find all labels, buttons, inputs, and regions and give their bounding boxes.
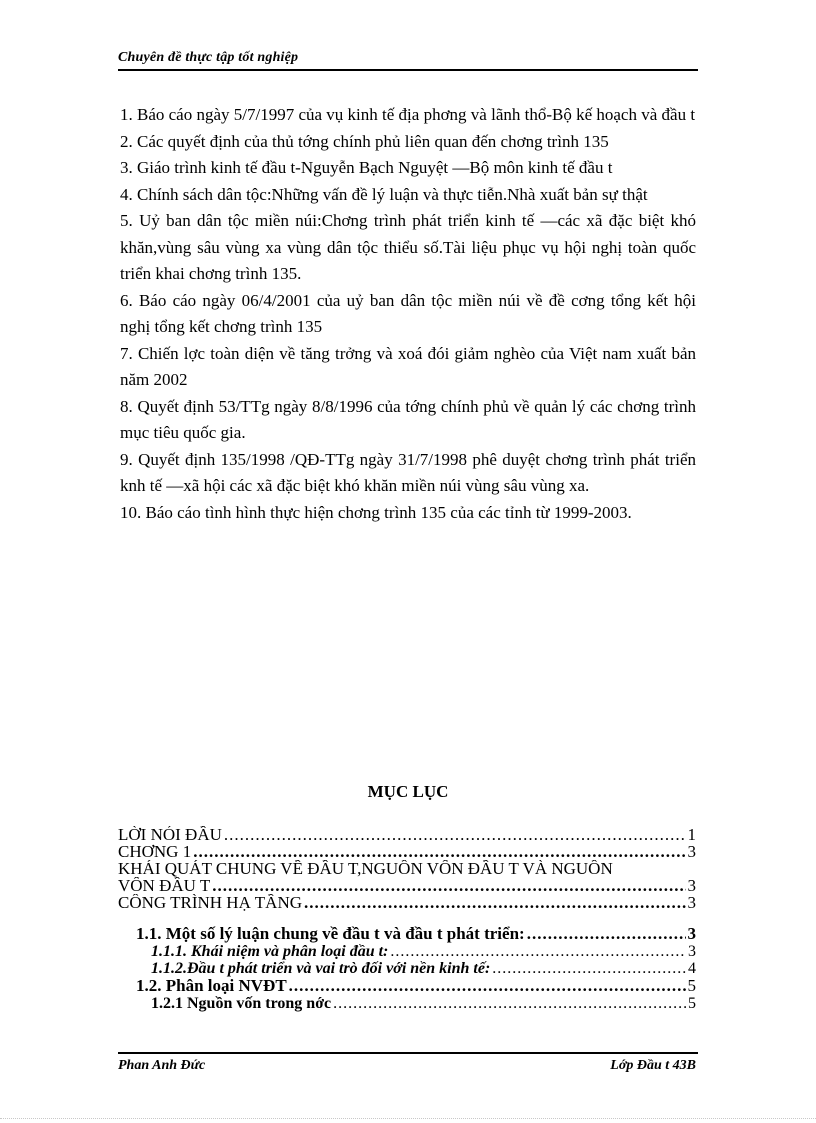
toc-entry-text: CHƠNG 1 <box>118 843 192 860</box>
reference-item: 9. Quyết định 135/1998 /QĐ-TTg ngày 31/7/1998 phê duyệt chơng trình phát triển knh tế —xã hội các xã đặc biệt khó khăn miền núi vùng sâu vùng xa. <box>120 449 696 495</box>
toc-leader-dots <box>333 995 686 1012</box>
reference-list <box>120 102 696 526</box>
header-rule <box>118 69 698 71</box>
reference-item: 10. Báo cáo tình hình thực hiện chơng trình 135 của các tỉnh từ 1999-2003. <box>120 502 632 522</box>
toc-entry-text: CÔNG TRÌNH HẠ TẦNG <box>118 894 303 911</box>
toc-entry-text: VỐN ĐẦU T <box>118 877 211 894</box>
toc-leader-dots <box>304 894 685 911</box>
toc-entry[interactable] <box>118 925 696 943</box>
reference-item: 4. Chính sách dân tộc:Những vấn đề lý luận và thực tiễn.Nhà xuất bản sự thật <box>120 184 648 204</box>
toc-entry-text: LỜI NÓI ĐẦU <box>118 826 222 843</box>
footer-author: Phan Anh Đức <box>118 1058 206 1073</box>
toc-entry-page: 1 <box>687 826 696 843</box>
toc-leader-dots <box>492 960 686 977</box>
toc-leader-dots <box>212 877 685 894</box>
reference-item: 2. Các quyết định của thủ tớng chính phủ liên quan đến chơng trình 135 <box>120 131 609 151</box>
toc-entry-page: 3 <box>687 894 696 911</box>
toc-entry[interactable] <box>118 826 696 843</box>
toc-leader-dots <box>289 977 686 995</box>
toc-entry-page: 4 <box>688 960 696 977</box>
toc-entry[interactable] <box>118 877 696 894</box>
page-edge-divider <box>0 1118 816 1119</box>
table-of-contents <box>118 826 696 1012</box>
page-header-title: Chuyên đề thực tập tốt nghiệp <box>118 50 299 65</box>
reference-item: 8. Quyết định 53/TTg ngày 8/8/1996 của tớng chính phủ về quản lý các chơng trình mục tiêu quốc gia. <box>120 396 696 442</box>
toc-entry[interactable] <box>118 894 696 911</box>
toc-entry-page: 3 <box>687 925 696 943</box>
toc-entry-page: 5 <box>687 977 696 995</box>
toc-leader-dots <box>527 925 686 943</box>
reference-item: 1. Báo cáo ngày 5/7/1997 của vụ kinh tế địa phơng và lãnh thổ-Bộ kế hoạch và đầu t <box>120 105 696 124</box>
toc-entry[interactable] <box>118 960 696 977</box>
toc-entry-text: 1.2.1 Nguồn vốn trong nớc <box>151 995 332 1012</box>
toc-entry-page: 3 <box>687 877 696 894</box>
toc-entry-text: 1.2. Phân loại NVĐT <box>136 977 287 995</box>
toc-leader-dots <box>390 943 686 960</box>
toc-entry-text: 1.1. Một số lý luận chung về đầu t và đầu t phát triển: <box>136 925 525 943</box>
reference-item: 5. Uỷ ban dân tộc miền núi:Chơng trình phát triển kinh tế —các xã đặc biệt khó khăn,vùng sâu vùng xa vùng dân tộc thiểu số.Tài liệu phục vụ hội nghị toàn quốc triển khai chơng trình 135. <box>120 211 696 283</box>
toc-entry[interactable] <box>118 843 696 860</box>
toc-title: MỤC LỤC <box>367 782 449 801</box>
toc-entry[interactable] <box>118 977 696 995</box>
toc-leader-dots <box>224 826 686 843</box>
toc-entry[interactable] <box>118 860 696 877</box>
footer-rule <box>118 1052 698 1054</box>
toc-entry-text: 1.1.2.Đầu t phát triển và vai trò đối với nền kinh tế: <box>151 960 491 977</box>
reference-item: 7. Chiến lợc toàn diện về tăng trởng và xoá đói giảm nghèo của Việt nam xuất bản năm 2002 <box>120 343 696 389</box>
toc-entry-text: KHÁI QUÁT CHUNG VỀ ĐẦU T,NGUỒN VỐN ĐẦU T VÀ NGUỒN <box>118 860 613 877</box>
toc-entry[interactable] <box>118 995 696 1012</box>
toc-entry-text: 1.1.1. Khái niệm và phân loại đầu t: <box>151 943 389 960</box>
reference-item: 3. Giáo trình kinh tế đầu t-Nguyễn Bạch Nguyệt —Bộ môn kinh tế đầu t <box>120 158 613 177</box>
toc-spacer <box>118 911 696 925</box>
toc-entry-page: 3 <box>687 843 696 860</box>
toc-leader-dots <box>193 843 685 860</box>
reference-item: 6. Báo cáo ngày 06/4/2001 của uỷ ban dân tộc miền núi về đề cơng tổng kết hội nghị tổng kết chơng trình 135 <box>120 290 696 336</box>
footer-class: Lớp Đầu t 43B <box>610 1058 696 1073</box>
toc-entry-page: 5 <box>688 995 696 1012</box>
toc-entry[interactable] <box>118 943 696 960</box>
toc-entry-page: 3 <box>688 943 696 960</box>
